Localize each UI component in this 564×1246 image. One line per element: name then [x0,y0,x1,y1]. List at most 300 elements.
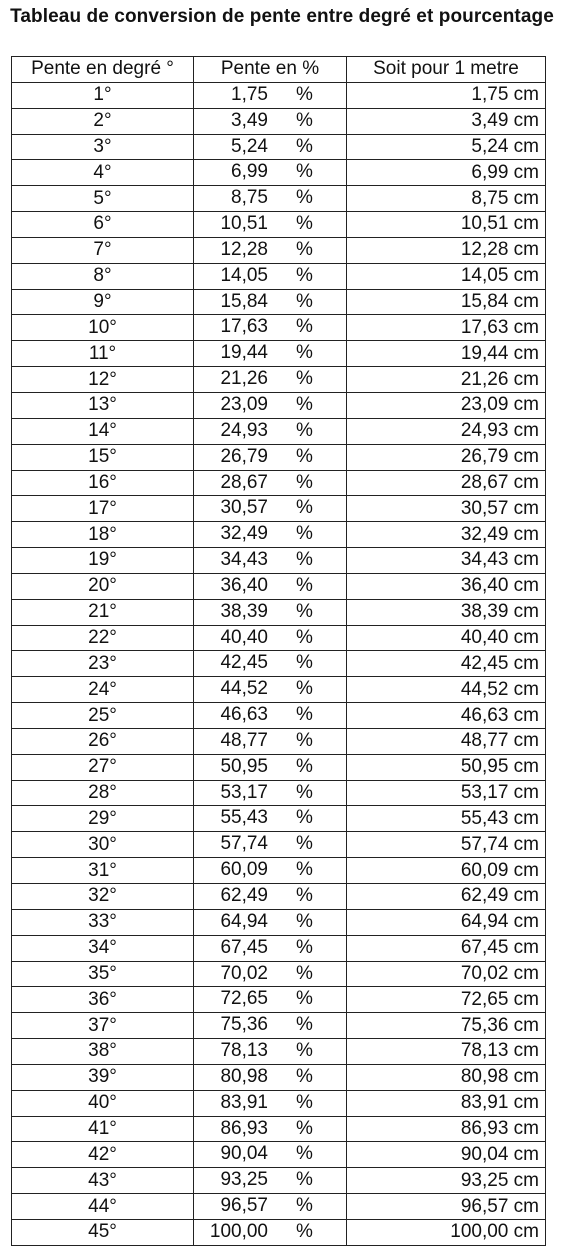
percent-unit: % [296,445,313,467]
percent-unit: % [296,523,313,545]
percent-unit: % [296,833,313,855]
percent-unit: % [296,1040,313,1062]
cm-unit: cm [513,1221,539,1243]
cell-degree: 17° [12,496,194,522]
table-row [12,263,546,289]
table-row [12,367,546,393]
cm-unit: cm [513,1040,539,1062]
cell-percent [194,935,347,961]
table-row [12,341,546,367]
table-row [12,832,546,858]
cm-value: 15,84 [460,291,509,313]
cm-value: 96,57 [460,1195,509,1217]
percent-unit: % [296,213,313,235]
cell-per-meter [347,1013,546,1039]
percent-value: 24,93 [220,419,268,441]
percent-value: 38,39 [220,600,268,622]
cell-degree: 1° [12,82,194,108]
percent-unit: % [296,1195,313,1217]
percent-unit: % [296,135,313,157]
cell-per-meter [347,651,546,677]
percent-unit: % [296,781,313,803]
cell-per-meter [347,444,546,470]
cm-value: 5,24 [471,135,509,157]
cell-percent [194,1194,347,1220]
header-degree: Pente en degré ° [12,57,194,83]
percent-unit: % [296,678,313,700]
cell-per-meter [347,909,546,935]
cm-value: 26,79 [460,446,509,468]
percent-value: 64,94 [220,910,268,932]
cm-value: 30,57 [460,497,509,519]
cm-unit: cm [513,265,539,287]
cell-percent [194,548,347,574]
cell-degree: 35° [12,961,194,987]
cell-degree: 11° [12,341,194,367]
percent-unit: % [296,962,313,984]
table-row [12,315,546,341]
percent-value: 50,95 [220,755,268,777]
cm-unit: cm [513,807,539,829]
percent-value: 36,40 [220,574,268,596]
cell-percent [194,1219,347,1245]
cm-value: 48,77 [460,730,509,752]
percent-value: 96,57 [220,1195,268,1217]
cell-degree: 14° [12,418,194,444]
table-row [12,444,546,470]
cell-degree: 37° [12,1013,194,1039]
cm-unit: cm [513,782,539,804]
percent-unit: % [296,316,313,338]
cell-per-meter [347,82,546,108]
cm-value: 78,13 [460,1040,509,1062]
cell-per-meter [347,1116,546,1142]
table-row [12,186,546,212]
cell-degree: 21° [12,599,194,625]
cell-percent [194,186,347,212]
cm-value: 70,02 [460,962,509,984]
cm-value: 50,95 [460,756,509,778]
percent-unit: % [296,755,313,777]
header-per-meter: Soit pour 1 metre [347,57,546,83]
cell-degree: 3° [12,134,194,160]
percent-unit: % [296,1117,313,1139]
cm-unit: cm [513,1066,539,1088]
percent-unit: % [296,936,313,958]
cm-value: 75,36 [460,1014,509,1036]
cell-per-meter [347,884,546,910]
table-row [12,1194,546,1220]
percent-value: 75,36 [220,1014,268,1036]
cm-value: 34,43 [460,549,509,571]
cm-unit: cm [513,730,539,752]
percent-unit: % [296,342,313,364]
percent-value: 80,98 [220,1065,268,1087]
cell-degree: 15° [12,444,194,470]
percent-value: 5,24 [231,135,268,157]
percent-value: 15,84 [220,290,268,312]
table-row [12,1168,546,1194]
cell-degree: 30° [12,832,194,858]
cell-per-meter [347,1064,546,1090]
cm-unit: cm [513,885,539,907]
table-row [12,548,546,574]
cm-unit: cm [513,110,539,132]
cell-degree: 29° [12,806,194,832]
cell-per-meter [347,1090,546,1116]
cm-unit: cm [513,342,539,364]
cell-percent [194,599,347,625]
cm-value: 100,00 [450,1221,509,1243]
cell-percent [194,573,347,599]
percent-unit: % [296,1065,313,1087]
percent-unit: % [296,1169,313,1191]
cell-per-meter [347,263,546,289]
cm-unit: cm [513,316,539,338]
cell-percent [194,1039,347,1065]
cm-unit: cm [513,549,539,571]
cm-value: 42,45 [460,652,509,674]
cell-percent [194,1142,347,1168]
percent-value: 14,05 [220,264,268,286]
cm-value: 46,63 [460,704,509,726]
percent-unit: % [296,600,313,622]
cm-value: 6,99 [471,161,509,183]
percent-unit: % [296,626,313,648]
cell-per-meter [347,522,546,548]
cell-percent [194,909,347,935]
cm-unit: cm [513,187,539,209]
percent-unit: % [296,910,313,932]
table-body [12,82,546,1245]
cell-percent [194,1168,347,1194]
cell-percent [194,1064,347,1090]
cell-percent [194,134,347,160]
percent-unit: % [296,807,313,829]
cell-degree: 36° [12,987,194,1013]
cm-unit: cm [513,911,539,933]
cell-degree: 39° [12,1064,194,1090]
cell-degree: 16° [12,470,194,496]
percent-unit: % [296,988,313,1010]
table-row [12,703,546,729]
cell-degree: 38° [12,1039,194,1065]
cm-value: 53,17 [460,782,509,804]
cm-value: 28,67 [460,471,509,493]
table-row [12,573,546,599]
cm-value: 60,09 [460,859,509,881]
percent-value: 3,49 [231,109,268,131]
cell-per-meter [347,160,546,186]
cell-per-meter [347,780,546,806]
percent-unit: % [296,859,313,881]
header-percent: Pente en % [194,57,347,83]
cell-percent [194,263,347,289]
percent-value: 21,26 [220,368,268,390]
cm-value: 10,51 [460,213,509,235]
cell-percent [194,651,347,677]
cm-value: 12,28 [460,239,509,261]
cell-per-meter [347,858,546,884]
cell-per-meter [347,108,546,134]
cell-per-meter [347,754,546,780]
cm-value: 90,04 [460,1143,509,1165]
table-row [12,160,546,186]
percent-value: 23,09 [220,393,268,415]
cm-value: 67,45 [460,937,509,959]
table-row [12,884,546,910]
percent-value: 12,28 [220,238,268,260]
cell-percent [194,82,347,108]
percent-unit: % [296,1091,313,1113]
cell-per-meter [347,573,546,599]
cm-value: 8,75 [471,187,509,209]
percent-unit: % [296,161,313,183]
cell-per-meter [347,728,546,754]
table-row [12,289,546,315]
cell-per-meter [347,237,546,263]
cm-unit: cm [513,446,539,468]
cm-unit: cm [513,756,539,778]
cell-percent [194,470,347,496]
table-row [12,677,546,703]
table-row [12,599,546,625]
cell-per-meter [347,470,546,496]
cell-percent [194,392,347,418]
cell-degree: 2° [12,108,194,134]
percent-value: 34,43 [220,549,268,571]
table-row [12,496,546,522]
cm-value: 32,49 [460,523,509,545]
percent-value: 28,67 [220,471,268,493]
table-row [12,212,546,238]
percent-unit: % [296,368,313,390]
cell-per-meter [347,1142,546,1168]
cm-value: 21,26 [460,368,509,390]
percent-value: 6,99 [231,161,268,183]
percent-value: 26,79 [220,445,268,467]
cell-per-meter [347,1219,546,1245]
percent-unit: % [296,83,313,105]
percent-unit: % [296,1143,313,1165]
percent-unit: % [296,885,313,906]
cell-degree: 27° [12,754,194,780]
table-row [12,1013,546,1039]
cell-percent [194,858,347,884]
table-row [12,754,546,780]
cell-per-meter [347,315,546,341]
percent-value: 72,65 [220,988,268,1010]
table-row [12,858,546,884]
cell-degree: 22° [12,625,194,651]
cell-per-meter [347,496,546,522]
table-row [12,728,546,754]
percent-unit: % [296,729,313,751]
cell-degree: 31° [12,858,194,884]
cm-unit: cm [513,420,539,442]
percent-value: 86,93 [220,1117,268,1139]
percent-value: 19,44 [220,342,268,364]
percent-value: 62,49 [220,885,268,906]
cell-per-meter [347,392,546,418]
cm-unit: cm [513,859,539,881]
cell-percent [194,341,347,367]
percent-unit: % [296,704,313,726]
cell-per-meter [347,341,546,367]
percent-unit: % [296,652,313,674]
cell-percent [194,496,347,522]
cm-value: 72,65 [460,988,509,1010]
cell-degree: 44° [12,1194,194,1220]
table-row [12,134,546,160]
table-row [12,1116,546,1142]
table-row [12,522,546,548]
table-row [12,418,546,444]
percent-value: 8,75 [231,187,268,209]
cell-degree: 41° [12,1116,194,1142]
cm-value: 17,63 [460,316,509,338]
cell-degree: 12° [12,367,194,393]
percent-unit: % [296,109,313,131]
cm-unit: cm [513,1195,539,1217]
cell-percent [194,806,347,832]
cell-per-meter [347,548,546,574]
cell-degree: 5° [12,186,194,212]
percent-unit: % [296,187,313,209]
table-row [12,470,546,496]
percent-value: 1,75 [231,83,268,105]
cell-per-meter [347,418,546,444]
cell-degree: 34° [12,935,194,961]
cell-per-meter [347,961,546,987]
percent-unit: % [296,264,313,286]
cm-value: 14,05 [460,265,509,287]
cell-percent [194,780,347,806]
percent-value: 42,45 [220,652,268,674]
percent-unit: % [296,574,313,596]
cm-value: 24,93 [460,420,509,442]
cell-percent [194,832,347,858]
table-row [12,909,546,935]
cell-degree: 6° [12,212,194,238]
percent-value: 48,77 [220,729,268,751]
cell-degree: 19° [12,548,194,574]
cm-value: 1,75 [471,84,509,106]
percent-unit: % [296,549,313,571]
table-row [12,625,546,651]
cell-percent [194,625,347,651]
percent-value: 70,02 [220,962,268,984]
percent-value: 67,45 [220,936,268,958]
table-row [12,780,546,806]
table-row [12,1090,546,1116]
cm-unit: cm [513,626,539,648]
cell-degree: 33° [12,909,194,935]
cell-degree: 28° [12,780,194,806]
cell-degree: 24° [12,677,194,703]
percent-value: 55,43 [220,807,268,829]
cell-degree: 9° [12,289,194,315]
table-row [12,935,546,961]
table-row [12,806,546,832]
cm-value: 40,40 [460,626,509,648]
cell-degree: 40° [12,1090,194,1116]
cell-percent [194,677,347,703]
cell-percent [194,315,347,341]
cell-degree: 42° [12,1142,194,1168]
cell-degree: 45° [12,1219,194,1245]
cell-per-meter [347,625,546,651]
cell-degree: 13° [12,392,194,418]
table-row [12,961,546,987]
cm-value: 38,39 [460,601,509,623]
cm-unit: cm [513,962,539,984]
cm-unit: cm [513,575,539,597]
cm-value: 3,49 [471,110,509,132]
cell-per-meter [347,677,546,703]
cell-percent [194,237,347,263]
cm-value: 80,98 [460,1066,509,1088]
cm-value: 64,94 [460,911,509,933]
cell-degree: 26° [12,728,194,754]
cell-percent [194,703,347,729]
cell-degree: 43° [12,1168,194,1194]
percent-value: 32,49 [220,523,268,545]
cm-unit: cm [513,161,539,183]
percent-unit: % [296,419,313,441]
cm-unit: cm [513,1092,539,1114]
cm-unit: cm [513,497,539,519]
cell-percent [194,754,347,780]
table-row [12,1219,546,1245]
cm-unit: cm [513,601,539,623]
cm-value: 55,43 [460,807,509,829]
cell-percent [194,212,347,238]
cell-percent [194,289,347,315]
percent-value: 40,40 [220,626,268,648]
cell-percent [194,987,347,1013]
table-row [12,108,546,134]
percent-value: 53,17 [220,781,268,803]
percent-unit: % [296,471,313,493]
cell-per-meter [347,1194,546,1220]
cell-per-meter [347,806,546,832]
percent-value: 100,00 [209,1220,268,1242]
cm-value: 86,93 [460,1118,509,1140]
cm-unit: cm [513,1014,539,1036]
cell-per-meter [347,134,546,160]
cm-unit: cm [513,833,539,855]
cell-degree: 7° [12,237,194,263]
table-row [12,82,546,108]
table-row [12,237,546,263]
cm-value: 19,44 [460,342,509,364]
cell-per-meter [347,599,546,625]
cell-per-meter [347,987,546,1013]
table-row [12,1039,546,1065]
cell-percent [194,444,347,470]
cell-percent [194,160,347,186]
cm-unit: cm [513,291,539,313]
cell-degree: 32° [12,884,194,910]
cell-degree: 10° [12,315,194,341]
cm-value: 93,25 [460,1169,509,1191]
cm-unit: cm [513,368,539,390]
cell-degree: 4° [12,160,194,186]
cm-unit: cm [513,1118,539,1140]
cell-percent [194,1116,347,1142]
percent-value: 10,51 [220,213,268,235]
